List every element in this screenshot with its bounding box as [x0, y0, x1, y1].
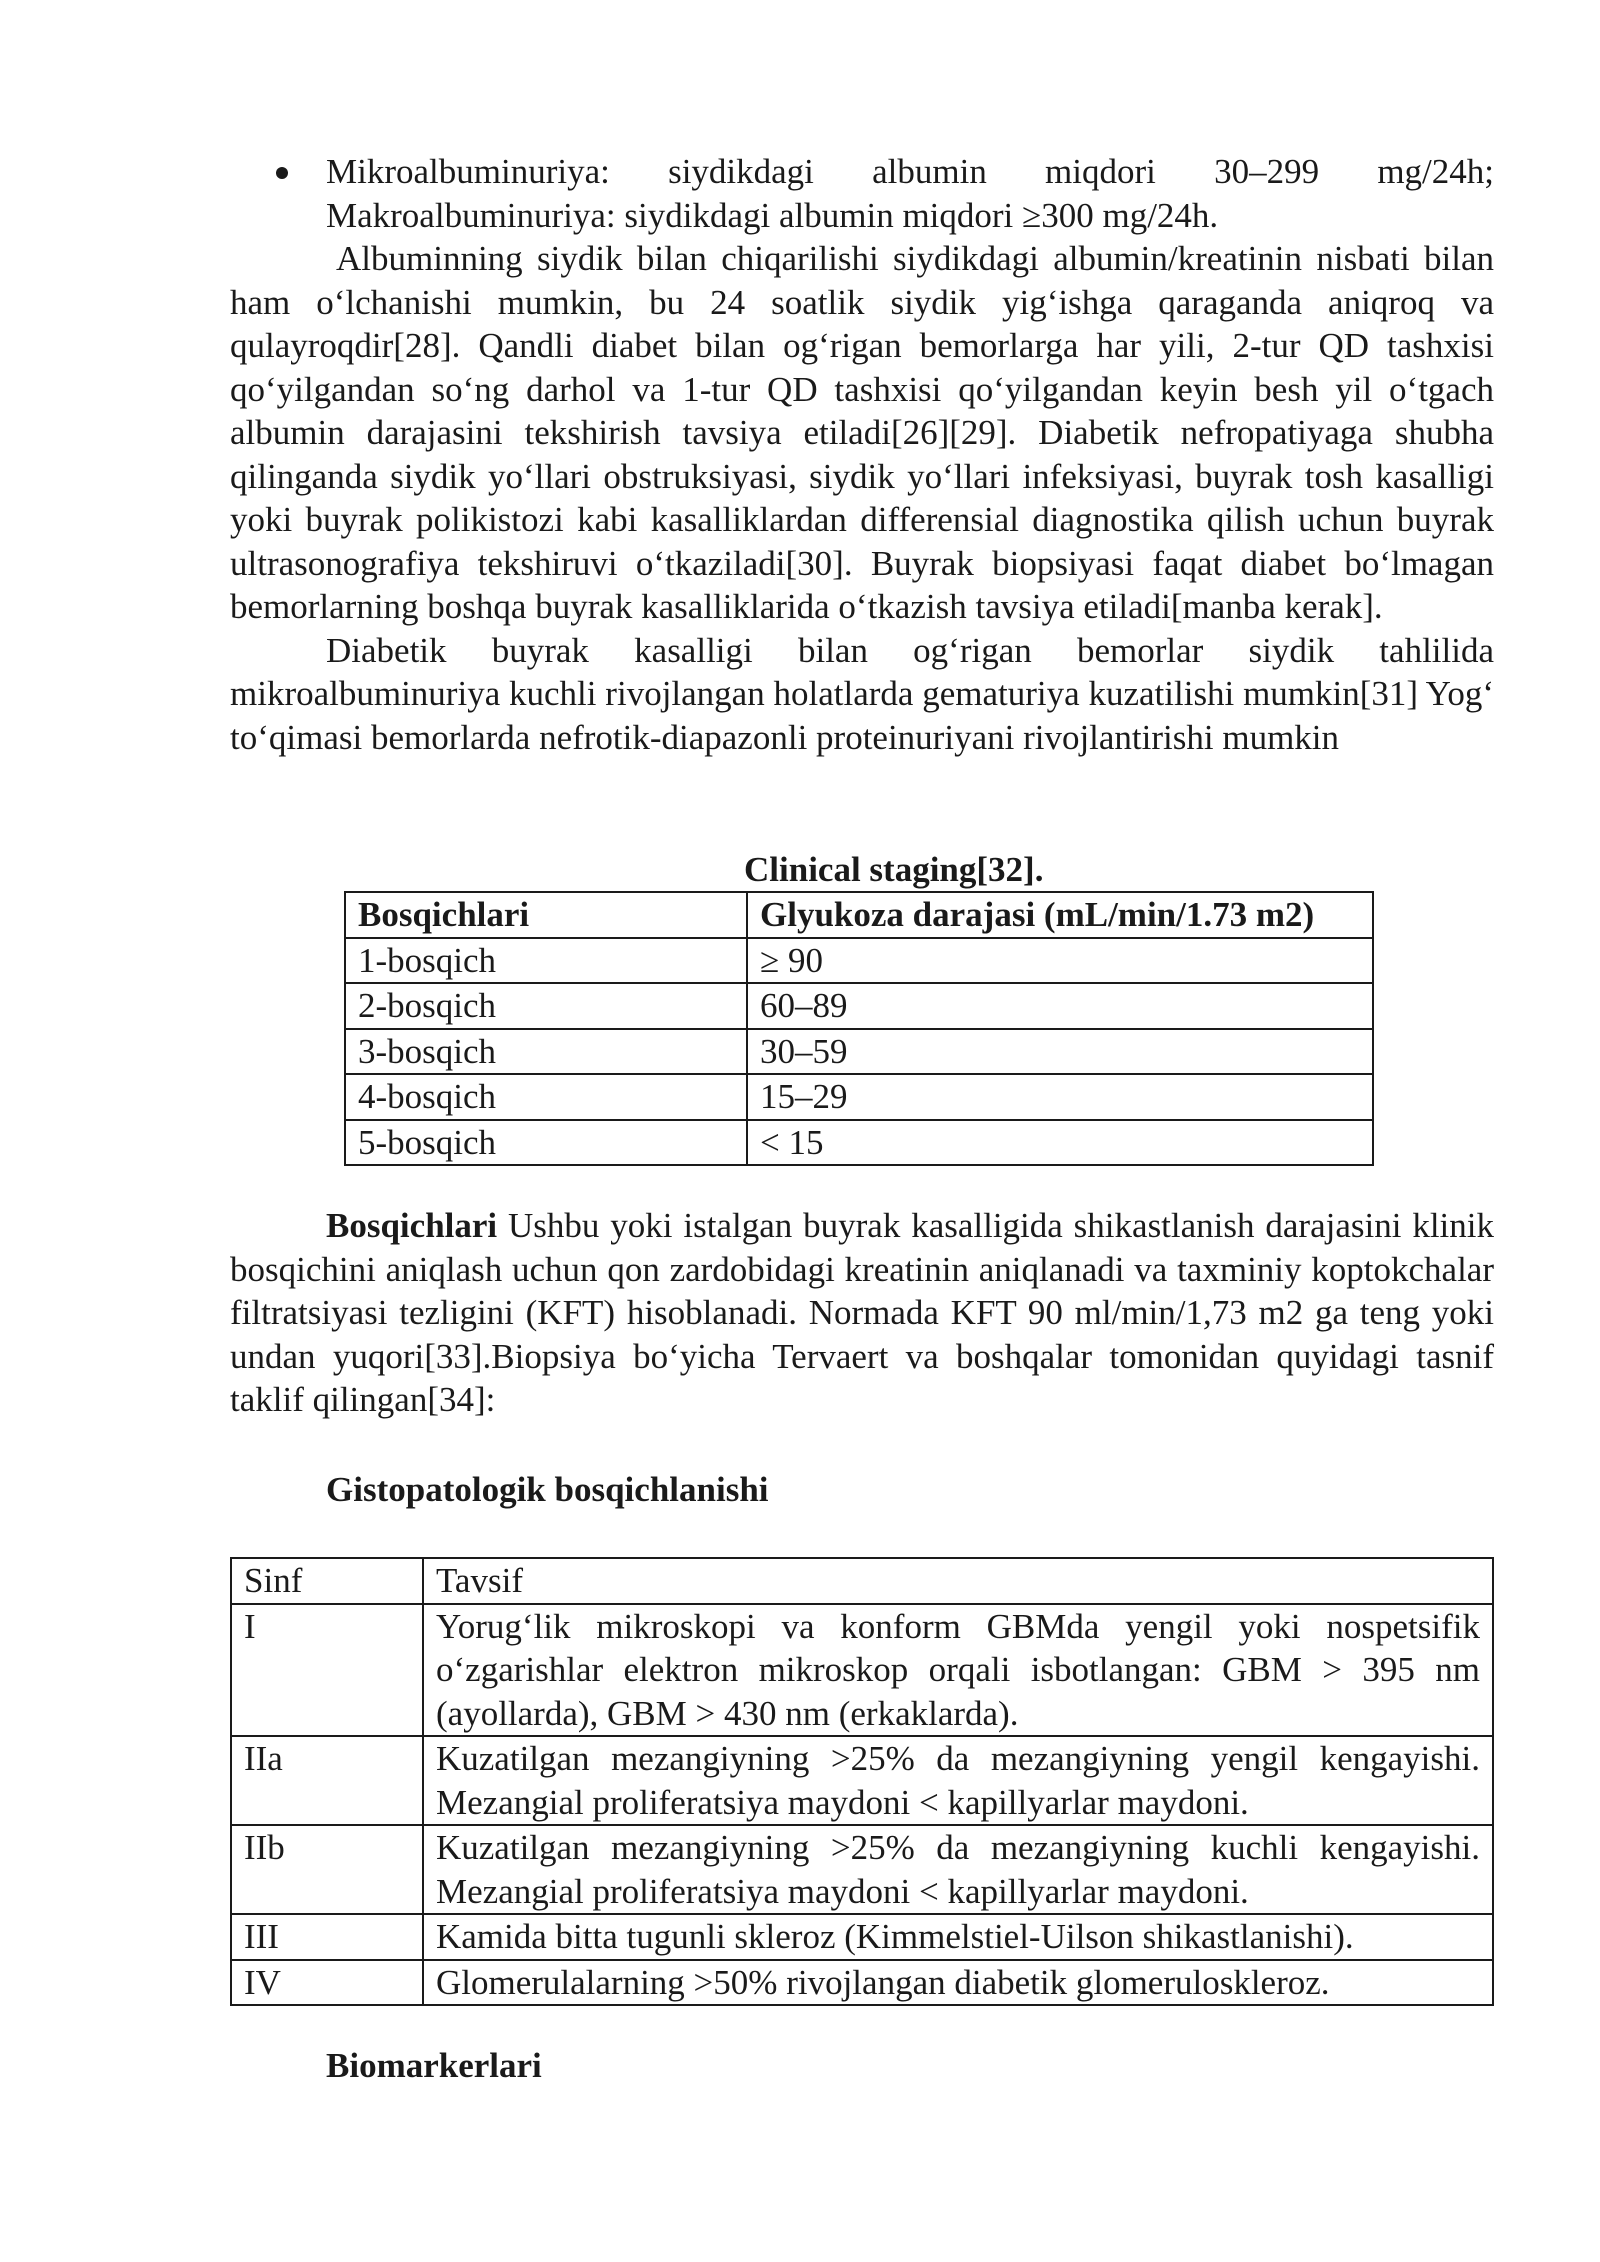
histopathology-heading: Gistopatologik bosqichlanishi	[326, 1470, 769, 1509]
bullet-line-macro: Makroalbuminuriya: siydikdagi albumin miqdori ≥300 mg/24h.	[326, 195, 1219, 235]
stage-cell: 2-bosqich	[345, 983, 747, 1029]
table-row	[231, 1736, 1493, 1825]
column-header-class: Sinf	[231, 1558, 423, 1604]
class-cell: III	[231, 1914, 423, 1960]
table-row	[231, 1914, 1493, 1960]
gfr-cell: 30–59	[747, 1029, 1373, 1075]
column-header-stage: Bosqichlari	[345, 892, 747, 938]
document-page	[230, 150, 1494, 759]
paragraph-staging-text: Ushbu yoki istalgan buyrak kasalligida shikastlanish darajasini klinik bosqichini aniqlash uchun qon zardobidagi kreatinin aniqlanadi va taxminiy koptokchalar filtratsiyasi tezligini (KFT) hisoblanadi. Normada KFT 90 ml/min/1,73 m2 ga teng yoki undan yuqori[33].Biopsiya boʻyicha Tervaert va boshqalar tomonidan quyidagi tasnif taklif qilingan[34]:	[230, 1206, 1494, 1419]
table-header-row	[345, 892, 1373, 938]
paragraph-albumin-ratio: Albuminning siydik bilan chiqarilishi siydikdagi albumin/kreatinin nisbati bilan ham oʻlchanishi mumkin, bu 24 soatlik siydik yigʻishga qaraganda aniqroq va qulayroqdir[28]. Qandli diabet bilan ogʻrigan bemorlarga har yili, 2-tur QD tashxisi qoʻyilgandan soʻng darhol va 1-tur QD tashxisi qoʻyilgandan keyin besh yil oʻtgach albumin darajasini tekshirish tavsiya etiladi[26][29]. Diabetik nefropatiyaga shubha qilinganda siydik yoʻllari obstruksiyasi, siydik yoʻllari infeksiyasi, buyrak tosh kasalligi yoki buyrak polikistozi kabi kasalliklardan differensial diagnostika qilish uchun buyrak ultrasonografiya tekshiruvi oʻtkaziladi[30]. Buyrak biopsiyasi faqat diabet boʻlmagan bemorlarning boshqa buyrak kasalliklarida oʻtkazish tavsiya etiladi[manba kerak].	[230, 239, 1494, 626]
stage-cell: 1-bosqich	[345, 938, 747, 984]
paragraph-lead-bold: Bosqichlari	[326, 1206, 498, 1245]
gfr-cell: 15–29	[747, 1074, 1373, 1120]
description-cell: Glomerulalarning >50% rivojlangan diabetik glomeruloskleroz.	[423, 1960, 1493, 2006]
histopathology-table	[230, 1557, 1494, 2006]
albuminuria-bullet	[230, 150, 1494, 237]
table-header-row	[231, 1558, 1493, 1604]
class-cell: IIa	[231, 1736, 423, 1825]
table-row	[231, 1960, 1493, 2006]
stage-cell: 5-bosqich	[345, 1120, 747, 1166]
description-cell: Yorugʻlik mikroskopi va konform GBMda yengil yoki nospetsifik oʻzgarishlar elektron mikroskop orqali isbotlangan: GBM > 395 nm (ayollarda), GBM > 430 nm (erkaklarda).	[423, 1604, 1493, 1737]
bullet-line-micro: Mikroalbuminuriya: siydikdagi albumin miqdori 30–299 mg/24h;	[326, 152, 1494, 191]
column-header-description: Tavsif	[423, 1558, 1493, 1604]
table-row	[231, 1604, 1493, 1737]
table-row	[345, 1120, 1373, 1166]
table-row	[231, 1825, 1493, 1914]
description-cell: Kuzatilgan mezangiyning >25% da mezangiyning yengil kengayishi. Mezangial proliferatsiya maydoni < kapillyarlar maydoni.	[423, 1736, 1493, 1825]
stage-cell: 3-bosqich	[345, 1029, 747, 1075]
table-row	[345, 983, 1373, 1029]
column-header-gfr: Glyukoza darajasi (mL/min/1.73 m2)	[747, 892, 1373, 938]
bullet-dot-icon	[276, 167, 288, 179]
class-cell: IIb	[231, 1825, 423, 1914]
table-row	[345, 938, 1373, 984]
biomarkers-heading: Biomarkerlari	[326, 2046, 542, 2085]
class-cell: IV	[231, 1960, 423, 2006]
table-row	[345, 1029, 1373, 1075]
description-cell: Kuzatilgan mezangiyning >25% da mezangiyning kuchli kengayishi. Mezangial proliferatsiya maydoni < kapillyarlar maydoni.	[423, 1825, 1493, 1914]
stage-cell: 4-bosqich	[345, 1074, 747, 1120]
paragraph-staging	[230, 1204, 1494, 1422]
class-cell: I	[231, 1604, 423, 1737]
table-row	[345, 1074, 1373, 1120]
gfr-cell: 60–89	[747, 983, 1373, 1029]
clinical-staging-table	[344, 891, 1374, 1166]
description-cell: Kamida bitta tugunli skleroz (Kimmelstiel-Uilson shikastlanishi).	[423, 1914, 1493, 1960]
paragraph-urinalysis: Diabetik buyrak kasalligi bilan ogʻrigan bemorlar siydik tahlilida mikroalbuminuriya kuchli rivojlangan holatlarda gematuriya kuzatilishi mumkin[31] Yogʻ toʻqimasi bemorlarda nefrotik-diapazonli proteinuriyani rivojlantirishi mumkin	[230, 630, 1494, 757]
gfr-cell: ≥ 90	[747, 938, 1373, 984]
staging-caption: Clinical staging[32].	[744, 850, 1044, 889]
gfr-cell: < 15	[747, 1120, 1373, 1166]
